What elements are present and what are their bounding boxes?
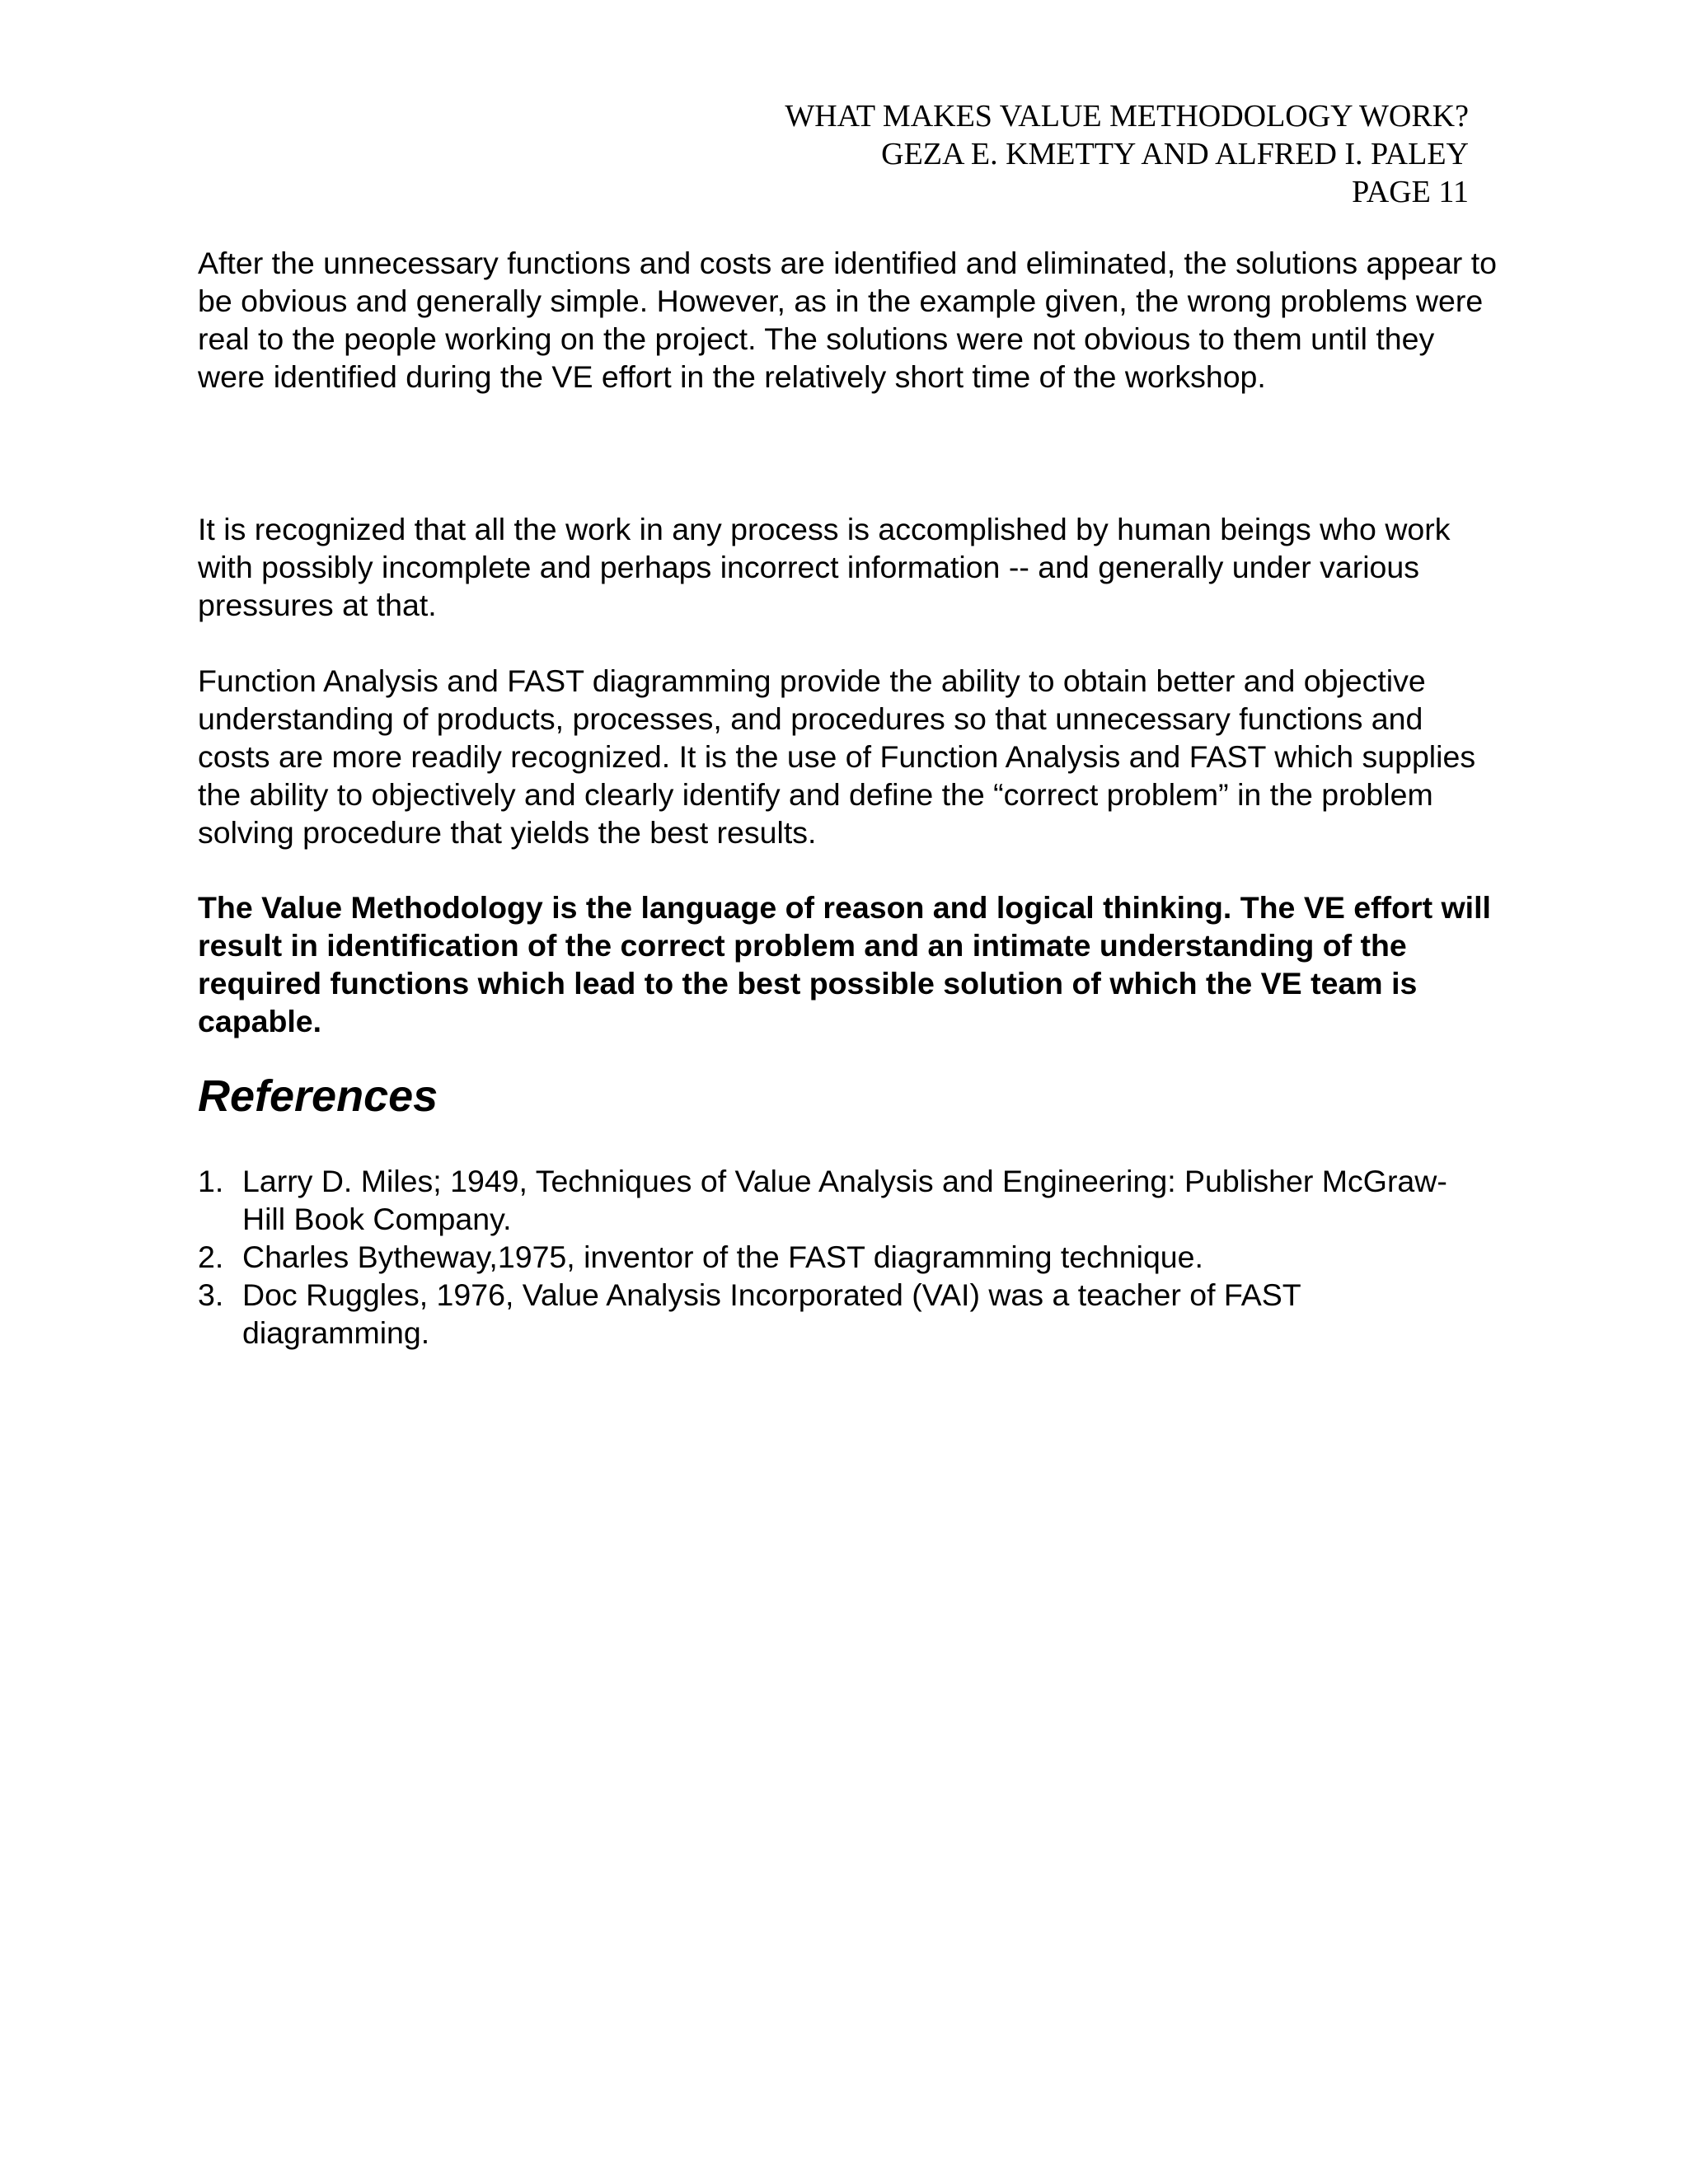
header-authors: GEZA E. KMETTY AND ALFRED I. PALEY [881,137,1469,171]
reference-text: Larry D. Miles; 1949, Techniques of Value Analysis and Engineering: Publisher McGraw-Hill Book Company. [242,1164,1447,1236]
paragraph-human-work: It is recognized that all the work in any process is accomplished by human beings who work with possibly incomplete and perhaps incorrect information -- and generally under various pressures at that. [198,512,1451,622]
running-header [785,97,1469,211]
reference-text: Doc Ruggles, 1976, Value Analysis Incorporated (VAI) was a teacher of FAST diagramming. [242,1277,1301,1350]
paragraph-solutions: After the unnecessary functions and costs are identified and eliminated, the solutions appear to be obvious and generally simple. However, as in the example given, the wrong problems were real to the people working on the project. The solutions were not obvious to them until they were identified during the VE effort in the relatively short time of the workshop. [198,246,1497,394]
reference-item [198,1238,1467,1276]
references-list [198,1162,1467,1352]
reference-item [198,1276,1467,1352]
paragraph-function-analysis: Function Analysis and FAST diagramming provide the ability to obtain better and objective understanding of products, processes, and procedures so that unnecessary functions and costs are more readily recognized. It is the use of Function Analysis and FAST which supplies the ability to objectively and clearly identify and define the “correct problem” in the problem solving procedure that yields the best results. [198,663,1476,850]
header-page-number: PAGE 11 [1352,175,1469,209]
paragraph-value-methodology-bold: The Value Methodology is the language of reason and logical thinking. The VE effort will result in identification of the correct problem and an intimate understanding of the required functions which lead to the best possible solution of which the VE team is capable. [198,890,1491,1038]
header-title: WHAT MAKES VALUE METHODOLOGY WORK? [785,99,1469,134]
reference-number: 1. [198,1164,224,1198]
reference-number: 3. [198,1277,224,1312]
references-heading: References [198,1071,438,1121]
reference-item [198,1162,1467,1238]
reference-text: Charles Bytheway,1975, inventor of the FAST diagramming technique. [242,1240,1203,1274]
reference-number: 2. [198,1240,224,1274]
